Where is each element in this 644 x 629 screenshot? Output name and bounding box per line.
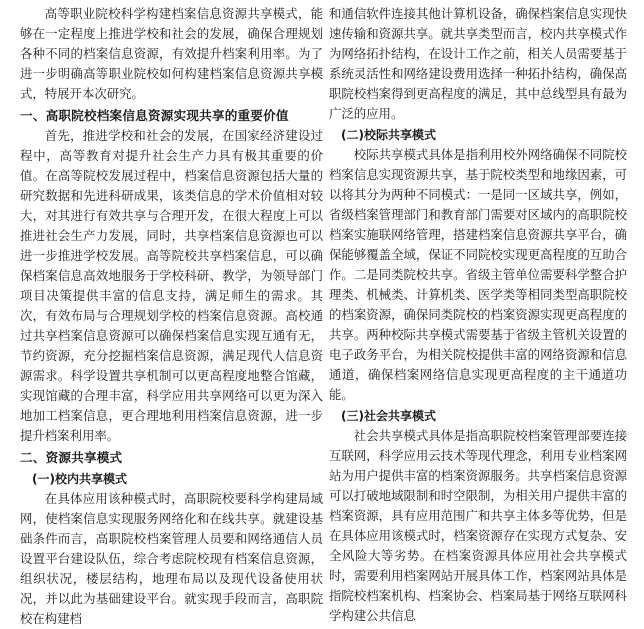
subsection-3-body: 社会共享模式具体是指高职院校档案管理部要连接互联网，科学应用云技术等现代理念，利用专业档案网站为用户提供丰富的档案资源服务。共享档案信息资源可以打破地域限制和时空限制，为相关用户提供丰富的档案资源，具有应用范围广和共享主体多等优势，但是在具体应用该模式时，档案资源存在实现方式复杂、安全风险大等劣势。在档案资源具体应用社会共享模式时，需要利用档案网站开展具体工作，档案网站具体是指院校档案机构、档案协会、档案局基于网络互联网科学构建公共信息 (329, 428, 627, 623)
section-2-heading: 二、资源共享模式 (20, 450, 123, 465)
right-column (329, 4, 627, 626)
intro-paragraph: 高等职业院校科学构建档案信息资源共享模式，能够在一定程度上推进学校和社会的发展，确保合理规划各种不同的档案信息资源，有效提升档案利用率。为了进一步明确高等职业院校如何构建档案信息资源共享模式，特展开本次研究。 (20, 6, 323, 101)
subsection-2-heading: (二)校际共享模式 (341, 128, 436, 142)
left-column (20, 4, 323, 629)
subsection-1-body: 在具体应用该种模式时，高职院校要科学构建局域网，使档案信息实现服务网络化和在线共享。就建设基础条件而言，高职院校档案管理人员要和网络通信人员设置平台建设队伍，综合考虑院校现有档案信息资源，组织状况，楼层结构，地理布局以及现代设备使用状况，并以此为基础建设平台。就实现手段而言，高职院校在构建档 (20, 491, 323, 626)
continued-paragraph: 和通信软件连接其他计算机设备，确保档案信息实现快速传输和资源共享。就共享类型而言，校内共享模式作为网络拓扑结构，在设计工作之前，相关人员需要基于系统灵活性和网络建设费用选择一种拓扑结构，确保高职院校档案得到更高程度的满足，其中总线型具有最为广泛的应用。 (329, 6, 627, 121)
section-1-body: 首先，推进学校和社会的发展，在国家经济建设过程中，高等教育对提升社会生产力具有极其重要的价值。在高等院校发展过程中，档案信息资源包括大量的研究数据和先进科研成果，该类信息的学术价值相对较大，对其进行有效共享与合理开发，在很大程度上可以推进社会生产力发展，同时，共享档案信息资源也可以进一步推进学校发展。高等院校共享档案信息，可以确保档案信息高效地服务于学校科研、教学，为领导部门项目决策提供丰富的信息支持，满足师生的需求。其次，有效布局与合理规划学校的档案信息资源。高校通过共享档案信息资源可以确保档案信息实现互通有无，节约资源，充分挖掘档案信息资源，满足现代人信息资源需求。科学设置共享机制可以更高程度地整合馆藏，实现馆藏的合理丰富，科学应用共享网络可以更为深入地加工档案信息，更合理地利用档案信息资源，进一步提升档案利用率。 (20, 128, 323, 443)
subsection-2-body: 校际共享模式具体是指利用校外网络确保不同院校档案信息实现资源共享，基于院校类型和地缘因素，可以将其分为两种不同模式：一是同一区域共享，例如，省级档案管理部门和教育部门需要对区域内的高职院校档案实施联网络管理，搭建档案信息资源共享平台，确保能够覆盖全域，保证不同院校实现更高程度的互助合作。二是同类院校共享。省级主管单位需要科学整合护理类、机械类、计算机类、医学类等相同类型高职院校的档案资源，确保同类院校的档案资源实现更高程度的共享。两种校际共享模式需要基于省级主管机关设置的电子政务平台，为相关院校提供丰富的网络资源和信息通道，确保档案网络信息实现更高程度的主干通道功能。 (329, 147, 627, 402)
subsection-3-heading: (三)社会共享模式 (341, 409, 436, 423)
subsection-1-heading: (一)校内共享模式 (32, 472, 127, 486)
section-1-heading: 一、高职院校档案信息资源实现共享的重要价值 (20, 108, 289, 123)
